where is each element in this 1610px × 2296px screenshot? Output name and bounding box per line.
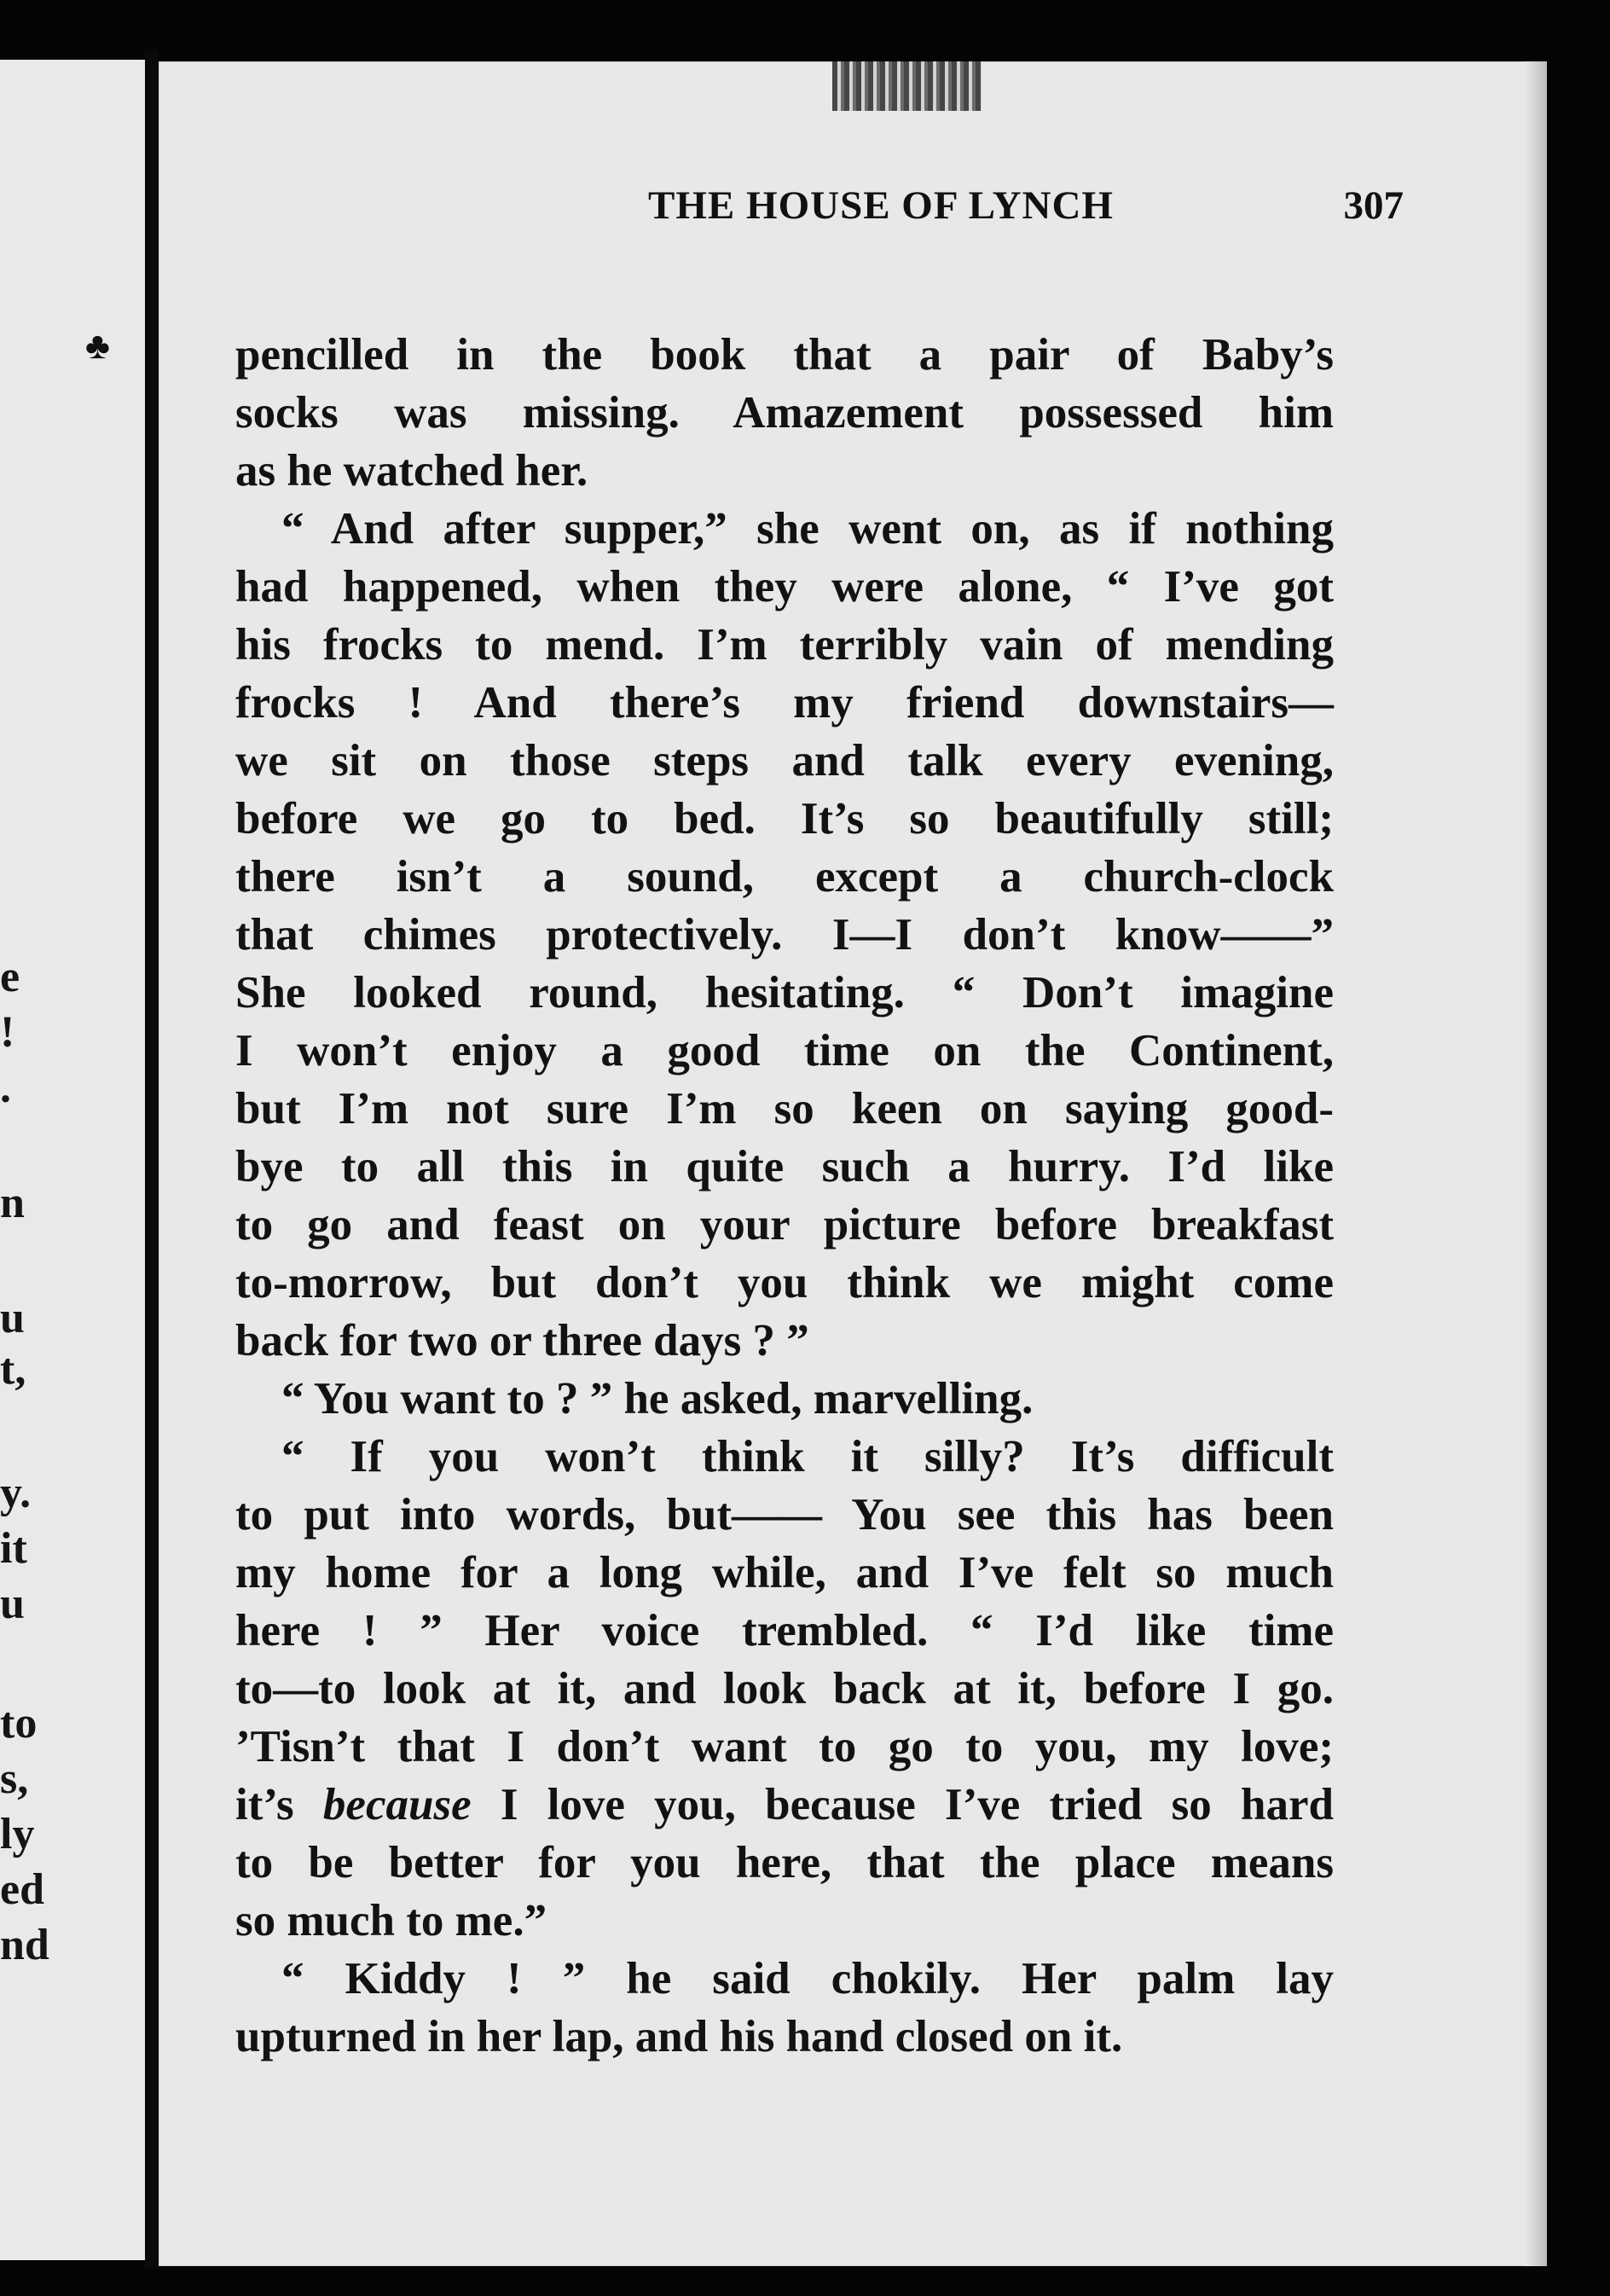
facing-page-fragment-text: it	[0, 1524, 27, 1573]
facing-page-fragment-text: s,	[0, 1754, 29, 1803]
text-line: so much to me.”	[235, 1896, 547, 1945]
facing-page-fragment-text: .	[0, 1064, 11, 1112]
text-line: I won’t enjoy a good time on the Continent,	[235, 1026, 1334, 1076]
text-line: “ Kiddy ! ” he said chokily. Her palm lay	[281, 1954, 1334, 2003]
page-number: 307	[1343, 183, 1404, 228]
running-head-title: THE HOUSE OF LYNCH	[648, 183, 1114, 228]
text-line: to-morrow, but don’t you think we might come	[235, 1258, 1334, 1307]
facing-page-fragment-text: n	[0, 1179, 25, 1227]
text-line: upturned in her lap, and his hand closed on it.	[235, 2012, 1123, 2061]
text-line: to be better for you here, that the place means	[235, 1838, 1334, 1887]
facing-page-fragment-text: nd	[0, 1921, 49, 1969]
italic-emphasis: because	[322, 1780, 472, 1829]
running-head	[235, 183, 1404, 234]
facing-page-fragment-text: ly	[0, 1810, 35, 1858]
facing-page-fragment-text: u	[0, 1294, 25, 1342]
facing-page-fragment	[0, 60, 147, 2260]
text-line: my home for a long while, and I’ve felt so much	[235, 1548, 1334, 1597]
text-line: She looked round, hesitating. “ Don’t imagine	[235, 968, 1334, 1018]
page-gutter	[145, 51, 159, 2269]
text-line: his frocks to mend. I’m terribly vain of mending	[235, 620, 1334, 670]
book-page	[159, 61, 1547, 2266]
text-line: had happened, when they were alone, “ I’ve got	[235, 562, 1334, 612]
text-run: I love you, because I’ve tried so hard	[471, 1780, 1334, 1829]
text-line: “ If you won’t think it silly? It’s difficult	[281, 1432, 1334, 1481]
facing-page-fragment-text: e	[0, 953, 20, 1001]
text-line: “ And after supper,” she went on, as if nothing	[281, 504, 1334, 554]
text-line: to put into words, but—— You see this has been	[235, 1490, 1334, 1539]
text-line: frocks ! And there’s my friend downstairs—	[235, 678, 1334, 728]
text-line: bye to all this in quite such a hurry. I’d like	[235, 1142, 1334, 1191]
text-line: that chimes protectively. I—I don’t know——”	[235, 910, 1334, 960]
margin-mark: ♣	[85, 325, 110, 367]
binding-thread	[832, 61, 982, 111]
page-edge-shadow	[1525, 61, 1547, 2266]
text-line: there isn’t a sound, except a church-clock	[235, 852, 1334, 902]
text-line: to go and feast on your picture before breakfast	[235, 1200, 1334, 1249]
text-line: here ! ” Her voice trembled. “ I’d like time	[235, 1606, 1334, 1655]
facing-page-text	[0, 60, 147, 2260]
text-line: we sit on those steps and talk every evening,	[235, 736, 1334, 786]
text-line: to—to look at it, and look back at it, before I go.	[235, 1664, 1334, 1713]
body-text	[235, 326, 1334, 2066]
text-line	[235, 1776, 1334, 1834]
facing-page-fragment-text: t,	[0, 1345, 26, 1394]
text-line: back for two or three days ? ”	[235, 1316, 809, 1365]
text-line: before we go to bed. It’s so beautifully still;	[235, 794, 1334, 844]
text-line: “ You want to ? ” he asked, marvelling.	[281, 1374, 1034, 1423]
text-run: it’s	[235, 1780, 323, 1829]
text-line: socks was missing. Amazement possessed him	[235, 388, 1334, 438]
facing-page-fragment-text: u	[0, 1580, 25, 1628]
facing-page-fragment-text: !	[0, 1008, 15, 1057]
text-line: pencilled in the book that a pair of Baby’s	[235, 330, 1334, 380]
facing-page-fragment-text: y.	[0, 1469, 32, 1517]
text-line: ’Tisn’t that I don’t want to go to you, my love;	[235, 1722, 1334, 1771]
text-line: but I’m not sure I’m so keen on saying good-	[235, 1084, 1334, 1134]
facing-page-fragment-text: to	[0, 1699, 38, 1748]
facing-page-fragment-text: ed	[0, 1865, 44, 1914]
text-line: as he watched her.	[235, 446, 588, 496]
